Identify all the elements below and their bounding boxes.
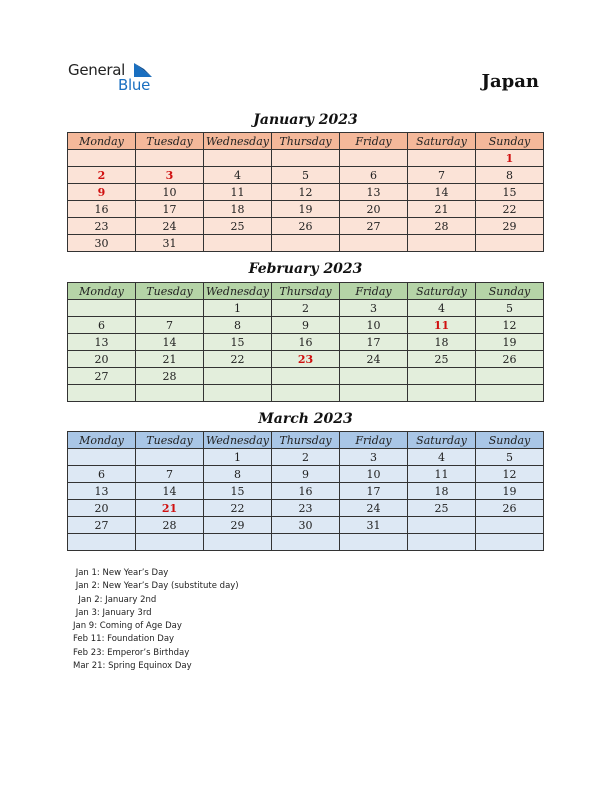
empty-day-cell <box>272 385 340 402</box>
week-row <box>68 167 544 184</box>
week-row <box>68 385 544 402</box>
country-title: Japan <box>481 71 539 92</box>
empty-day-cell <box>68 300 136 317</box>
weekday-header: Saturday <box>408 432 476 449</box>
empty-day-cell <box>68 385 136 402</box>
day-cell: 22 <box>204 500 272 517</box>
day-cell: 13 <box>340 184 408 201</box>
day-cell: 17 <box>136 201 204 218</box>
day-cell: 21 <box>136 500 204 517</box>
weekday-header-row <box>68 283 544 300</box>
day-cell: 23 <box>272 351 340 368</box>
week-row <box>68 368 544 385</box>
empty-day-cell <box>68 150 136 167</box>
day-cell: 1 <box>204 300 272 317</box>
day-cell: 20 <box>68 500 136 517</box>
day-cell: 6 <box>340 167 408 184</box>
weekday-header: Friday <box>340 133 408 150</box>
day-cell: 14 <box>408 184 476 201</box>
empty-day-cell <box>408 235 476 252</box>
empty-day-cell <box>272 368 340 385</box>
weekday-header: Thursday <box>272 432 340 449</box>
day-cell: 22 <box>204 351 272 368</box>
empty-day-cell <box>340 235 408 252</box>
empty-day-cell <box>204 235 272 252</box>
day-cell: 9 <box>272 317 340 334</box>
empty-day-cell <box>340 385 408 402</box>
day-cell: 15 <box>204 334 272 351</box>
day-cell: 1 <box>204 449 272 466</box>
day-cell: 8 <box>204 466 272 483</box>
empty-day-cell <box>204 150 272 167</box>
day-cell: 26 <box>476 351 544 368</box>
weekday-header: Thursday <box>272 283 340 300</box>
day-cell: 30 <box>272 517 340 534</box>
day-cell: 5 <box>476 300 544 317</box>
day-cell: 12 <box>476 466 544 483</box>
day-cell: 30 <box>68 235 136 252</box>
day-cell: 11 <box>408 317 476 334</box>
day-cell: 17 <box>340 334 408 351</box>
day-cell: 20 <box>340 201 408 218</box>
weekday-header: Sunday <box>476 283 544 300</box>
day-cell: 1 <box>476 150 544 167</box>
weekday-header: Friday <box>340 432 408 449</box>
weekday-header: Wednesday <box>204 432 272 449</box>
day-cell: 23 <box>272 500 340 517</box>
empty-day-cell <box>476 534 544 551</box>
day-cell: 2 <box>68 167 136 184</box>
day-cell: 19 <box>272 201 340 218</box>
week-row <box>68 218 544 235</box>
weekday-header: Monday <box>68 283 136 300</box>
day-cell: 6 <box>68 466 136 483</box>
day-cell: 3 <box>340 449 408 466</box>
empty-day-cell <box>272 150 340 167</box>
holiday-item: Feb 23: Emperor’s Birthday <box>73 647 190 658</box>
day-cell: 9 <box>272 466 340 483</box>
day-cell: 29 <box>476 218 544 235</box>
day-cell: 2 <box>272 449 340 466</box>
day-cell: 4 <box>204 167 272 184</box>
empty-day-cell <box>68 534 136 551</box>
day-cell: 24 <box>136 218 204 235</box>
day-cell: 18 <box>408 483 476 500</box>
day-cell: 16 <box>272 334 340 351</box>
day-cell: 12 <box>272 184 340 201</box>
holiday-item: Jan 2: January 2nd <box>73 594 157 605</box>
day-cell: 28 <box>136 517 204 534</box>
day-cell: 25 <box>408 500 476 517</box>
holiday-item: Mar 21: Spring Equinox Day <box>73 661 192 672</box>
empty-day-cell <box>476 235 544 252</box>
week-row <box>68 466 544 483</box>
calendar-february <box>67 282 544 402</box>
empty-day-cell <box>408 517 476 534</box>
weekday-header: Tuesday <box>136 432 204 449</box>
day-cell: 14 <box>136 334 204 351</box>
day-cell: 29 <box>204 517 272 534</box>
day-cell: 15 <box>476 184 544 201</box>
day-cell: 7 <box>136 317 204 334</box>
holiday-item: Jan 3: January 3rd <box>73 607 152 618</box>
empty-day-cell <box>408 534 476 551</box>
month-title-march: March 2023 <box>258 411 353 427</box>
day-cell: 13 <box>68 334 136 351</box>
week-row <box>68 483 544 500</box>
weekday-header: Wednesday <box>204 283 272 300</box>
day-cell: 17 <box>340 483 408 500</box>
day-cell: 5 <box>272 167 340 184</box>
day-cell: 25 <box>204 218 272 235</box>
calendar-january <box>67 132 544 252</box>
day-cell: 4 <box>408 449 476 466</box>
day-cell: 21 <box>136 351 204 368</box>
weekday-header: Wednesday <box>204 133 272 150</box>
weekday-header: Thursday <box>272 133 340 150</box>
day-cell: 20 <box>68 351 136 368</box>
day-cell: 18 <box>408 334 476 351</box>
week-row <box>68 235 544 252</box>
day-cell: 9 <box>68 184 136 201</box>
holiday-item: Jan 2: New Year’s Day (substitute day) <box>73 581 239 592</box>
day-cell: 3 <box>136 167 204 184</box>
weekday-header: Tuesday <box>136 133 204 150</box>
empty-day-cell <box>408 150 476 167</box>
week-row <box>68 517 544 534</box>
empty-day-cell <box>136 534 204 551</box>
logo-text-blue: Blue <box>118 76 150 94</box>
empty-day-cell <box>476 385 544 402</box>
day-cell: 10 <box>136 184 204 201</box>
day-cell: 21 <box>408 201 476 218</box>
day-cell: 31 <box>340 517 408 534</box>
day-cell: 15 <box>204 483 272 500</box>
empty-day-cell <box>204 385 272 402</box>
month-title-january: January 2023 <box>253 112 358 128</box>
empty-day-cell <box>476 517 544 534</box>
empty-day-cell <box>204 534 272 551</box>
day-cell: 11 <box>204 184 272 201</box>
day-cell: 10 <box>340 466 408 483</box>
holiday-list <box>73 567 239 673</box>
empty-day-cell <box>408 368 476 385</box>
calendar-march <box>67 431 544 551</box>
weekday-header: Sunday <box>476 133 544 150</box>
day-cell: 7 <box>136 466 204 483</box>
day-cell: 27 <box>340 218 408 235</box>
empty-day-cell <box>272 235 340 252</box>
weekday-header: Friday <box>340 283 408 300</box>
day-cell: 26 <box>476 500 544 517</box>
day-cell: 12 <box>476 317 544 334</box>
weekday-header-row <box>68 432 544 449</box>
week-row <box>68 201 544 218</box>
empty-day-cell <box>272 534 340 551</box>
day-cell: 14 <box>136 483 204 500</box>
empty-day-cell <box>408 385 476 402</box>
day-cell: 16 <box>68 201 136 218</box>
week-row <box>68 449 544 466</box>
logo <box>68 61 168 95</box>
holiday-item: Feb 11: Foundation Day <box>73 634 175 645</box>
week-row <box>68 300 544 317</box>
day-cell: 8 <box>476 167 544 184</box>
weekday-header: Monday <box>68 133 136 150</box>
day-cell: 7 <box>408 167 476 184</box>
empty-day-cell <box>340 150 408 167</box>
weekday-header: Saturday <box>408 283 476 300</box>
day-cell: 4 <box>408 300 476 317</box>
empty-day-cell <box>340 534 408 551</box>
empty-day-cell <box>68 449 136 466</box>
logo-text-general: General <box>68 61 126 79</box>
day-cell: 8 <box>204 317 272 334</box>
week-row <box>68 317 544 334</box>
week-row <box>68 351 544 368</box>
weekday-header: Tuesday <box>136 283 204 300</box>
day-cell: 3 <box>340 300 408 317</box>
holiday-item: Jan 1: New Year’s Day <box>73 568 169 578</box>
day-cell: 28 <box>136 368 204 385</box>
day-cell: 16 <box>272 483 340 500</box>
day-cell: 22 <box>476 201 544 218</box>
day-cell: 19 <box>476 334 544 351</box>
week-row <box>68 334 544 351</box>
day-cell: 28 <box>408 218 476 235</box>
week-row <box>68 534 544 551</box>
month-title-february: February 2023 <box>248 261 363 277</box>
day-cell: 26 <box>272 218 340 235</box>
day-cell: 27 <box>68 517 136 534</box>
day-cell: 11 <box>408 466 476 483</box>
day-cell: 31 <box>136 235 204 252</box>
holiday-item: Jan 9: Coming of Age Day <box>73 621 182 632</box>
day-cell: 23 <box>68 218 136 235</box>
weekday-header: Monday <box>68 432 136 449</box>
empty-day-cell <box>136 385 204 402</box>
empty-day-cell <box>340 368 408 385</box>
day-cell: 18 <box>204 201 272 218</box>
day-cell: 25 <box>408 351 476 368</box>
week-row <box>68 184 544 201</box>
empty-day-cell <box>136 449 204 466</box>
weekday-header-row <box>68 133 544 150</box>
logo-triangle-icon <box>134 63 152 77</box>
day-cell: 24 <box>340 500 408 517</box>
weekday-header: Saturday <box>408 133 476 150</box>
day-cell: 10 <box>340 317 408 334</box>
empty-day-cell <box>136 150 204 167</box>
empty-day-cell <box>476 368 544 385</box>
day-cell: 5 <box>476 449 544 466</box>
empty-day-cell <box>204 368 272 385</box>
week-row <box>68 150 544 167</box>
empty-day-cell <box>136 300 204 317</box>
weekday-header: Sunday <box>476 432 544 449</box>
day-cell: 2 <box>272 300 340 317</box>
day-cell: 13 <box>68 483 136 500</box>
day-cell: 19 <box>476 483 544 500</box>
day-cell: 24 <box>340 351 408 368</box>
day-cell: 6 <box>68 317 136 334</box>
day-cell: 27 <box>68 368 136 385</box>
week-row <box>68 500 544 517</box>
